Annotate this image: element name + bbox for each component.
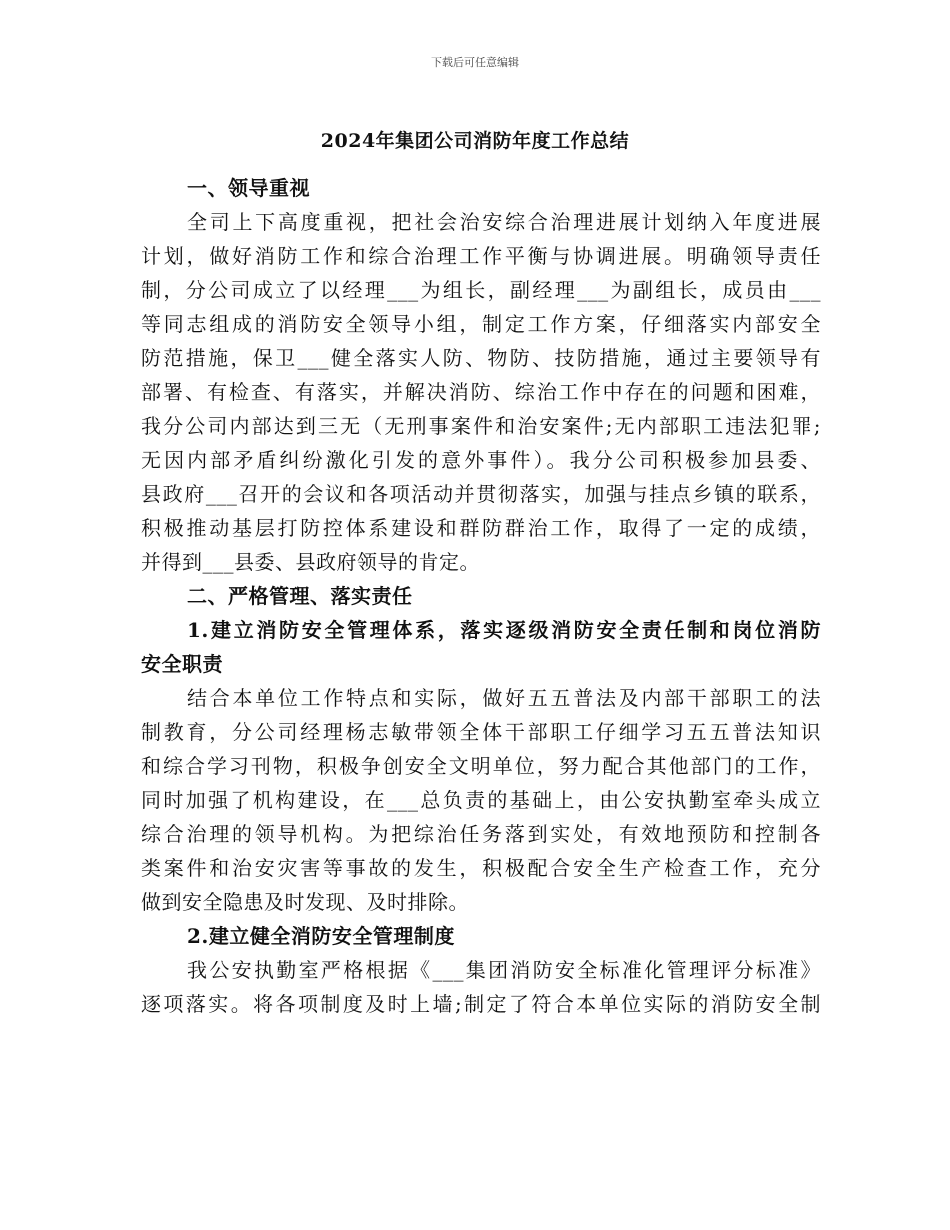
paragraph-line: 全司上下高度重视，把社会治安综合治理进展计划纳入年度进展 <box>187 210 821 234</box>
paragraph-line: 制教育，分公司经理杨志敏带领全体干部职工仔细学习五五普法知识 <box>141 720 821 744</box>
paragraph <box>141 953 821 1021</box>
paragraph <box>141 205 821 579</box>
subsection-heading: 安全职责 <box>141 652 223 676</box>
paragraph-line: 等同志组成的消防安全领导小组，制定工作方案，仔细落实内部安全 <box>141 312 821 336</box>
paragraph-line: 逐项落实。将各项制度及时上墙;制定了符合本单位实际的消防安全制 <box>141 992 821 1016</box>
paragraph-line: 积极推动基层打防控体系建设和群防群治工作，取得了一定的成绩， <box>141 516 821 540</box>
paragraph-line: 类案件和治安灾害等事故的发生，积极配合安全生产检查工作，充分 <box>141 856 821 880</box>
paragraph-line: 并得到___县委、县政府领导的肯定。 <box>141 550 480 574</box>
paragraph-line: 部署、有检查、有落实，并解决消防、综治工作中存在的问题和困难， <box>141 380 821 404</box>
paragraph-line: 做到安全隐患及时发现、及时排除。 <box>141 890 469 914</box>
paragraph <box>141 681 821 919</box>
section-heading: 一、领导重视 <box>187 176 310 200</box>
paragraph-line: 结合本单位工作特点和实际，做好五五普法及内部干部职工的法 <box>187 686 821 710</box>
paragraph-line: 我分公司内部达到三无（无刑事案件和治安案件;无内部职工违法犯罪; <box>141 414 821 438</box>
paragraph-line: 无因内部矛盾纠纷激化引发的意外事件）。我分公司积极参加县委、 <box>141 448 821 472</box>
paragraph-line: 同时加强了机构建设，在___总负责的基础上，由公安执勤室牵头成立 <box>141 788 821 812</box>
paragraph-line: 我公安执勤室严格根据《___集团消防安全标准化管理评分标准》 <box>187 958 821 982</box>
paragraph-line: 综合治理的领导机构。为把综治任务落到实处，有效地预防和控制各 <box>141 822 821 846</box>
paragraph-line: 制，分公司成立了以经理___为组长，副经理___为副组长，成员由___ <box>141 278 821 302</box>
document-body <box>141 171 821 1021</box>
paragraph-line: 县政府___召开的会议和各项活动并贯彻落实，加强与挂点乡镇的联系， <box>141 482 821 506</box>
paragraph-line: 计划，做好消防工作和综合治理工作平衡与协调进展。明确领导责任 <box>141 244 821 268</box>
paragraph-line: 防范措施，保卫___健全落实人防、物防、技防措施，通过主要领导有 <box>141 346 821 370</box>
subsection-heading: 2.建立健全消防安全管理制度 <box>187 924 455 948</box>
paragraph-line: 和综合学习刊物，积极争创安全文明单位，努力配合其他部门的工作， <box>141 754 821 778</box>
subsection-heading: 1.建立消防安全管理体系，落实逐级消防安全责任制和岗位消防 <box>187 618 821 642</box>
section-heading: 二、严格管理、落实责任 <box>187 584 413 608</box>
header-note: 下载后可任意编辑 <box>431 56 519 69</box>
document-title: 2024年集团公司消防年度工作总结 <box>320 130 630 152</box>
